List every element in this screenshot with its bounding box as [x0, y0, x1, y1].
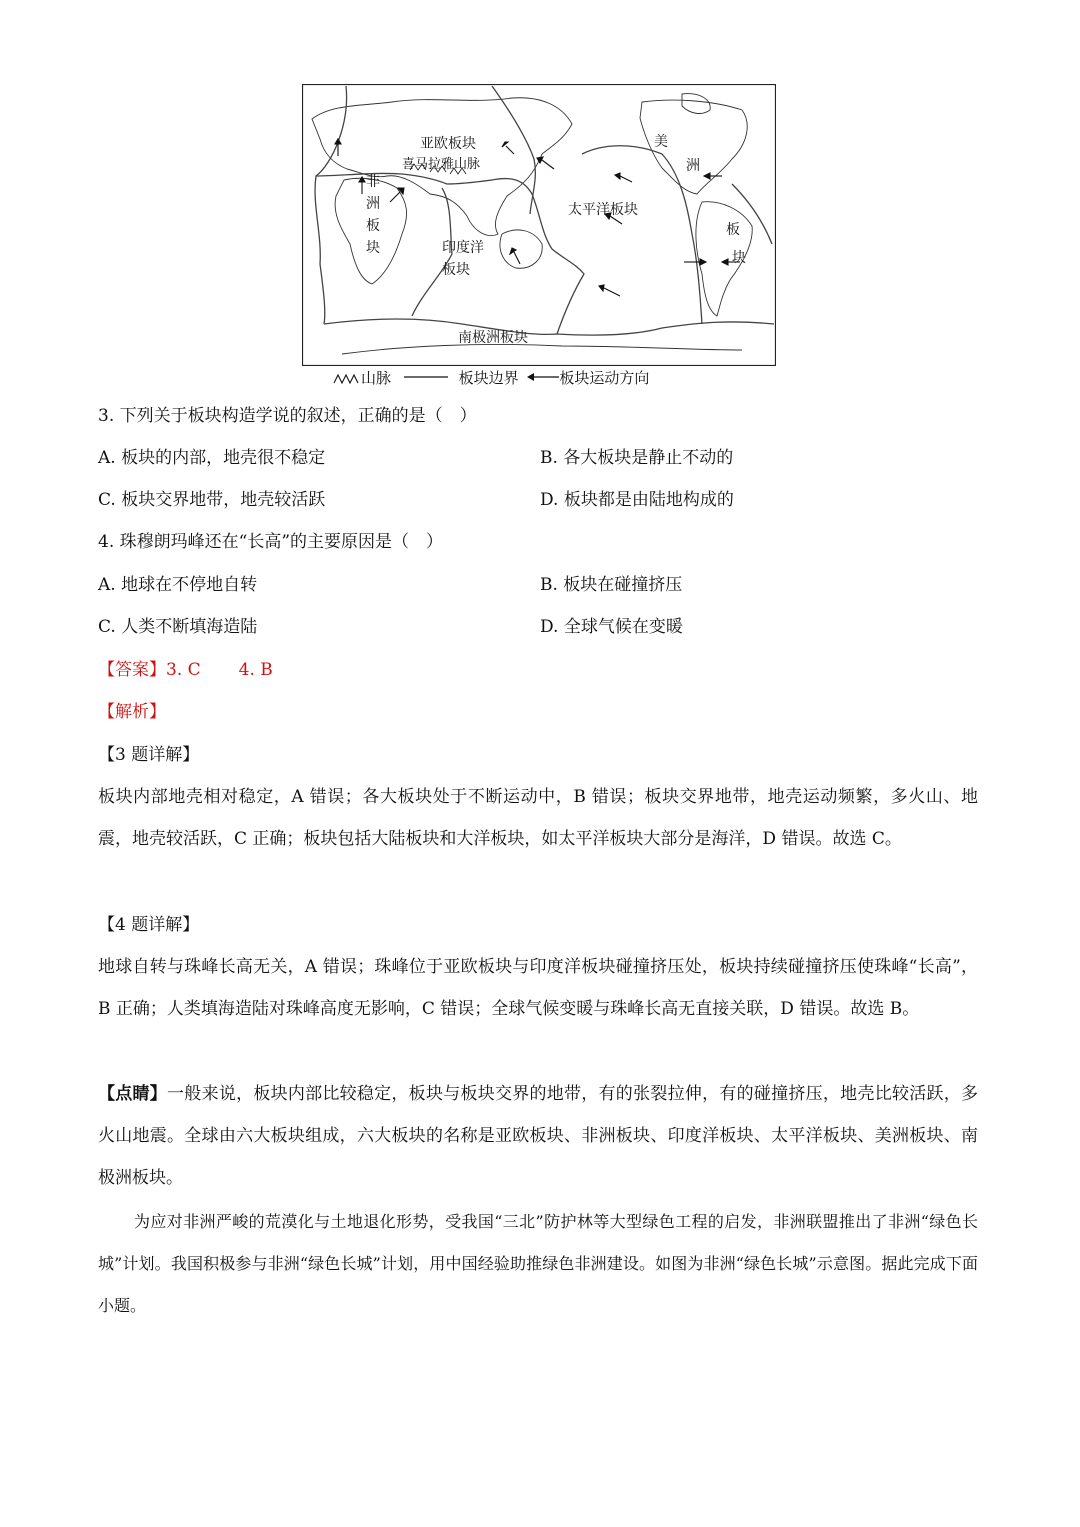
q3-detail-text: 板块内部地壳相对稳定，A 错误；各大板块处于不断运动中，B 错误；板块交界地带，地壳运动频繁，多火山、地震，地壳较活跃，C 正确；板块包括大陆板块和大洋板块，如太平洋板块大部分是海洋，D 错误。故选 C。 [98, 787, 978, 849]
q3-option-d: D. 板块都是由陆地构成的 [540, 490, 734, 510]
plate-map-figure [302, 84, 776, 366]
label-american-3: 板 [726, 222, 740, 238]
q3-option-c: C. 板块交界地带，地壳较活跃 [98, 490, 326, 510]
label-african-4: 块 [366, 240, 380, 256]
label-eurasian-plate: 亚欧板块 [420, 136, 476, 152]
label-himalaya: 喜马拉雅山脉 [402, 157, 481, 172]
plate-map [302, 84, 776, 366]
label-african-3: 板 [366, 218, 380, 234]
mountain-legend-icon [333, 372, 361, 384]
tip-paragraph [98, 1073, 978, 1199]
q3-detail-title: 【3 题详解】 [98, 745, 200, 765]
boundary-legend-icon [404, 373, 448, 381]
tip-label: 【点睛】 [98, 1084, 168, 1104]
analysis-label: 【解析】 [98, 702, 166, 722]
label-indian-1: 印度洋 [442, 240, 484, 256]
question-3-stem: 3. 下列关于板块构造学说的叙述，正确的是（ ） [98, 406, 477, 426]
answer-line [98, 658, 273, 682]
label-indian-2: 板块 [442, 262, 470, 278]
label-american-4: 块 [732, 250, 746, 266]
q4-detail-title: 【4 题详解】 [98, 915, 200, 935]
answer-4: 4. B [238, 660, 273, 680]
legend-mountain: 山脉 [361, 369, 392, 387]
label-african-1: 非 [366, 174, 380, 190]
answer-3: 3. C [166, 660, 201, 680]
label-antarctic-plate: 南极洲板块 [458, 330, 528, 346]
q3-option-a: A. 板块的内部，地壳很不稳定 [98, 448, 326, 468]
tip-text: 一般来说，板块内部比较稳定，板块与板块交界的地带，有的张裂拉伸，有的碰撞挤压，地壳比较活跃，多火山地震。全球由六大板块组成，六大板块的名称是亚欧板块、非洲板块、印度洋板块、太平洋板块、美洲板块、南极洲板块。 [98, 1084, 979, 1188]
answer-label: 【答案】 [98, 660, 166, 680]
arrow-legend-icon [527, 372, 559, 382]
q3-option-b: B. 各大板块是静止不动的 [540, 448, 734, 468]
next-question-intro: 为应对非洲严峻的荒漠化与土地退化形势，受我国“三北”防护林等大型绿色工程的启发，非洲联盟推出了非洲“绿色长城”计划。我国积极参与非洲“绿色长城”计划，用中国经验助推绿色非洲建设。如图为非洲“绿色长城”示意图。据此完成下面小题。 [98, 1212, 978, 1315]
label-african-2: 洲 [366, 196, 380, 212]
question-4-stem: 4. 珠穆朗玛峰还在“长高”的主要原因是（ ） [98, 532, 444, 552]
legend-boundary: 板块边界 [458, 369, 519, 387]
map-legend [333, 368, 649, 388]
q4-detail-text: 地球自转与珠峰长高无关，A 错误；珠峰位于亚欧板块与印度洋板块碰撞挤压处，板块持续碰撞挤压使珠峰“长高”，B 正确；人类填海造陆对珠峰高度无影响，C 错误；全球气候变暖与珠峰长高无直接关联，D 错误。故选 B。 [98, 957, 978, 1019]
legend-motion: 板块运动方向 [559, 369, 650, 387]
label-pacific-plate: 太平洋板块 [568, 202, 638, 218]
q4-option-b: B. 板块在碰撞挤压 [540, 575, 683, 595]
label-american-1: 美 [654, 134, 668, 150]
q4-option-a: A. 地球在不停地自转 [98, 575, 258, 595]
q4-option-c: C. 人类不断填海造陆 [98, 617, 258, 637]
label-american-2: 洲 [686, 158, 700, 174]
q4-option-d: D. 全球气候在变暖 [540, 617, 683, 637]
